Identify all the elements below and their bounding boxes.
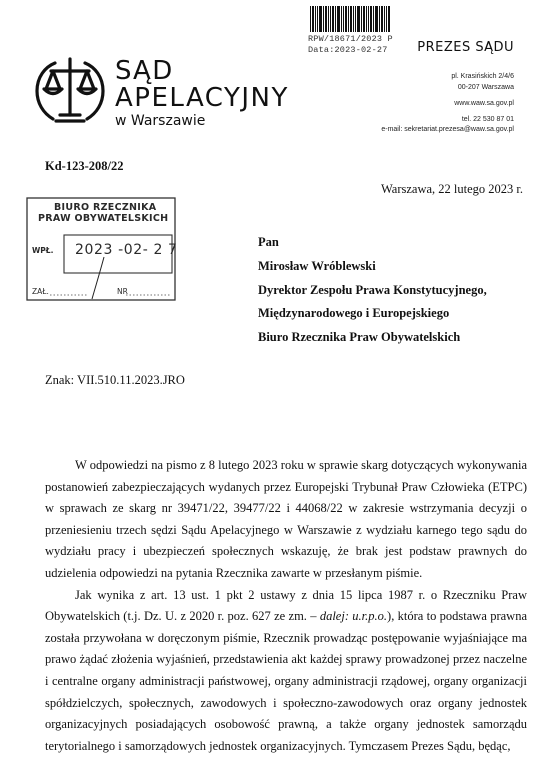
date-line: Warszawa, 22 lutego 2023 r. bbox=[380, 182, 523, 196]
recipient-name: Mirosław Wróblewski bbox=[258, 259, 376, 273]
body-paragraph-2-part-a: Jak wynika z art. 13 ust. 1 pkt 2 ustawy z dnia 15 lipca 1987 r. o Rzeczniku Praw Obywatelskich (t.j. Dz. U. z 2020 r. poz. 627 ze zm. – bbox=[45, 587, 527, 624]
address-email: e-mail: sekretariat.prezesa@waw.sa.gov.pl bbox=[381, 126, 514, 133]
body-paragraph-2-part-b: ), która to podstawa prawna została przywołana w doręczonym piśmie, Rzecznik prowadząc postępowanie wyjaśniające ma prawo żądać złożenia wyjaśnień, przedstawienia akt każdej sprawy prowadzonej przez naczelne i centralne organy administracji państwowej, organy administracji rządowej, organy organizacji spółdzielczych, społecznych, zawodowych i społeczno-zawodowych oraz organy jednostek organizacyjnych posiadających osobowość prawną, a także organy jednostek samorządu terytorialnego i samorządowych jednostek organizacyjnych. Tymczasem Prezes Sądu, będąc, bbox=[45, 609, 527, 753]
case-signature: Znak: VII.510.11.2023.JRO bbox=[45, 373, 185, 387]
recipient-organization: Biuro Rzecznika Praw Obywatelskich bbox=[258, 330, 461, 344]
court-name-line1: SĄD bbox=[115, 56, 174, 86]
letter-body bbox=[45, 455, 527, 757]
stamp-line1: BIURO RZECZNIKA bbox=[54, 202, 157, 213]
body-paragraph-1: W odpowiedzi na pismo z 8 lutego 2023 roku w sprawie skarg dotyczących wykonywania postanowień zabezpieczających wydanych przez Europejski Trybunał Praw Człowieka (ETPC) w sprawach ze skarg nr 39471/22, 39477/22 i 44068/22 w zakresie wstrzymania decyzji o przeniesieniu trzech sędzi Sądu Apelacyjnego w Warszawie z wydziału karnego tego sądu do wydziału pracy i ubezpieczeń społecznych wskazuję, że brak jest podstaw prawnych do udzielenia odpowiedzi na pytania Rzecznika zawarte w przesłanym piśmie. bbox=[45, 458, 527, 580]
recipient-position-line1: Dyrektor Zespołu Prawa Konstytucyjnego, bbox=[258, 283, 487, 297]
recipient-salutation: Pan bbox=[258, 235, 279, 249]
stamp-wpl-label: WPŁ. bbox=[32, 246, 54, 255]
address-street: pl. Krasińskich 2/4/6 bbox=[451, 73, 514, 80]
court-emblem-icon bbox=[33, 55, 107, 125]
court-name-line3: w Warszawie bbox=[115, 113, 206, 129]
stamp-wpl-date: 2023 -02- 2 7 bbox=[75, 242, 178, 258]
office-title: PREZES SĄDU bbox=[417, 40, 514, 55]
body-paragraph-2 bbox=[45, 585, 527, 758]
court-name-line2: APELACYJNY bbox=[115, 83, 289, 113]
barcode bbox=[310, 6, 390, 32]
address-phone: tel. 22 530 87 01 bbox=[461, 116, 514, 123]
address-city: 00-207 Warszawa bbox=[457, 84, 514, 91]
recipient-position-line2: Międzynarodowego i Europejskiego bbox=[258, 306, 450, 320]
stamp-line2: PRAW OBYWATELSKICH bbox=[38, 213, 169, 224]
stamp-zal-label: ZAŁ. bbox=[32, 287, 49, 296]
barcode-date: Data:2023-02-27 bbox=[308, 45, 388, 55]
address-website: www.waw.sa.gov.pl bbox=[454, 100, 514, 107]
reference-number: Kd-123-208/22 bbox=[45, 159, 124, 173]
barcode-text: RPW/18671/2023 P bbox=[308, 34, 393, 44]
body-paragraph-2-emphasis: dalej: u.r.p.o. bbox=[319, 609, 388, 624]
stamp-nr-label: NR bbox=[117, 287, 128, 296]
